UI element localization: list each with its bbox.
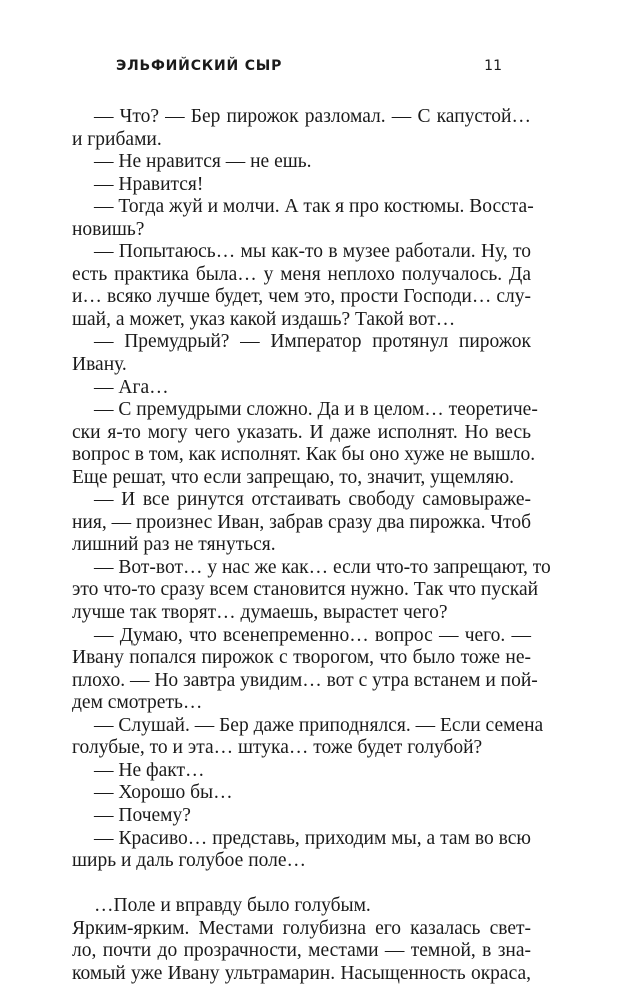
text-line: — Попытаюсь… мы как-то в музее работали. Ну, то (94, 241, 531, 263)
text-line: ло, почти до прозрачности, местами — темной, в зна- (72, 940, 531, 962)
text-line: — Вот-вот… у нас же как… если что-то запрещают, то (94, 556, 551, 578)
text-line: — Не факт… (94, 759, 205, 781)
text-line: — Премудрый? — Император протянул пирожок (94, 331, 531, 353)
text-line: Ивану. (72, 354, 127, 376)
text-line: вопрос в том, как исполнят. Как бы оно хуже не вышло. (72, 444, 536, 466)
text-line: и… всяко лучше будет, чем это, прости Господи… слу- (72, 286, 531, 308)
text-line: — Хорошо бы… (94, 782, 233, 804)
running-title: ЭЛЬФИЙСКИЙ СЫР (116, 58, 283, 74)
text-line: и грибами. (72, 128, 162, 150)
page-number: 11 (484, 58, 502, 74)
text-line: ния, — произнес Иван, забрав сразу два пирожка. Чтоб (72, 511, 531, 533)
text-line: Ивану попался пирожок с творогом, что было тоже не- (72, 647, 531, 669)
text-line: ски я-то могу чего указать. И даже исполнят. Но весь (72, 421, 531, 443)
text-line: — И все ринутся отстаивать свободу самовыраже- (94, 489, 531, 511)
text-line: дем смотреть… (72, 692, 203, 714)
text-line: это что-то сразу всем становится нужно. Так что пускай (72, 579, 539, 601)
running-header (116, 58, 502, 82)
text-line: — С премудрыми сложно. Да и в целом… теоретиче- (94, 399, 538, 421)
text-line: шай, а может, указ какой издашь? Такой вот… (72, 308, 456, 330)
text-line: лучше так творят… думаешь, вырастет чего? (72, 602, 448, 624)
text-line: — Что? — Бер пирожок разломал. — С капустой… (94, 106, 531, 127)
text-line: — Ага… (94, 376, 169, 398)
text-line: — Нравится! (94, 173, 204, 195)
text-line: — Не нравится — не ешь. (94, 151, 312, 173)
text-line: комый уже Ивану ультрамарин. Насыщенность окраса, (72, 962, 531, 984)
text-line: плохо. — Но завтра увидим… вот с утра встанем и пой- (72, 669, 538, 691)
text-line: лишний раз не тянуться. (72, 534, 276, 556)
text-line: есть практика была… у меня неплохо получалось. Да (72, 263, 531, 285)
body-text (72, 106, 551, 985)
text-line: голубые, то и эта… штука… тоже будет голубой? (72, 737, 483, 759)
text-line: …Поле и вправду было голубым. (94, 895, 371, 917)
text-line: — Почему? (94, 804, 191, 826)
text-line: — Слушай. — Бер даже приподнялся. — Если семена (94, 714, 544, 736)
text-line: — Красиво… представь, приходим мы, а там во всю (94, 827, 531, 849)
text-line: ширь и даль голубое поле… (72, 850, 307, 872)
text-line: — Тогда жуй и молчи. А так я про костюмы. Восста- (94, 196, 534, 218)
blank-line (72, 873, 531, 896)
text-line: новишь? (72, 218, 145, 240)
text-line: Еще решат, что если запрещаю, то, значит, ущемляю. (72, 466, 515, 488)
text-line: — Думаю, что всенепременно… вопрос — чего. — (94, 624, 531, 646)
text-line: Ярким-ярким. Местами голубизна его казалась свет- (72, 917, 531, 939)
